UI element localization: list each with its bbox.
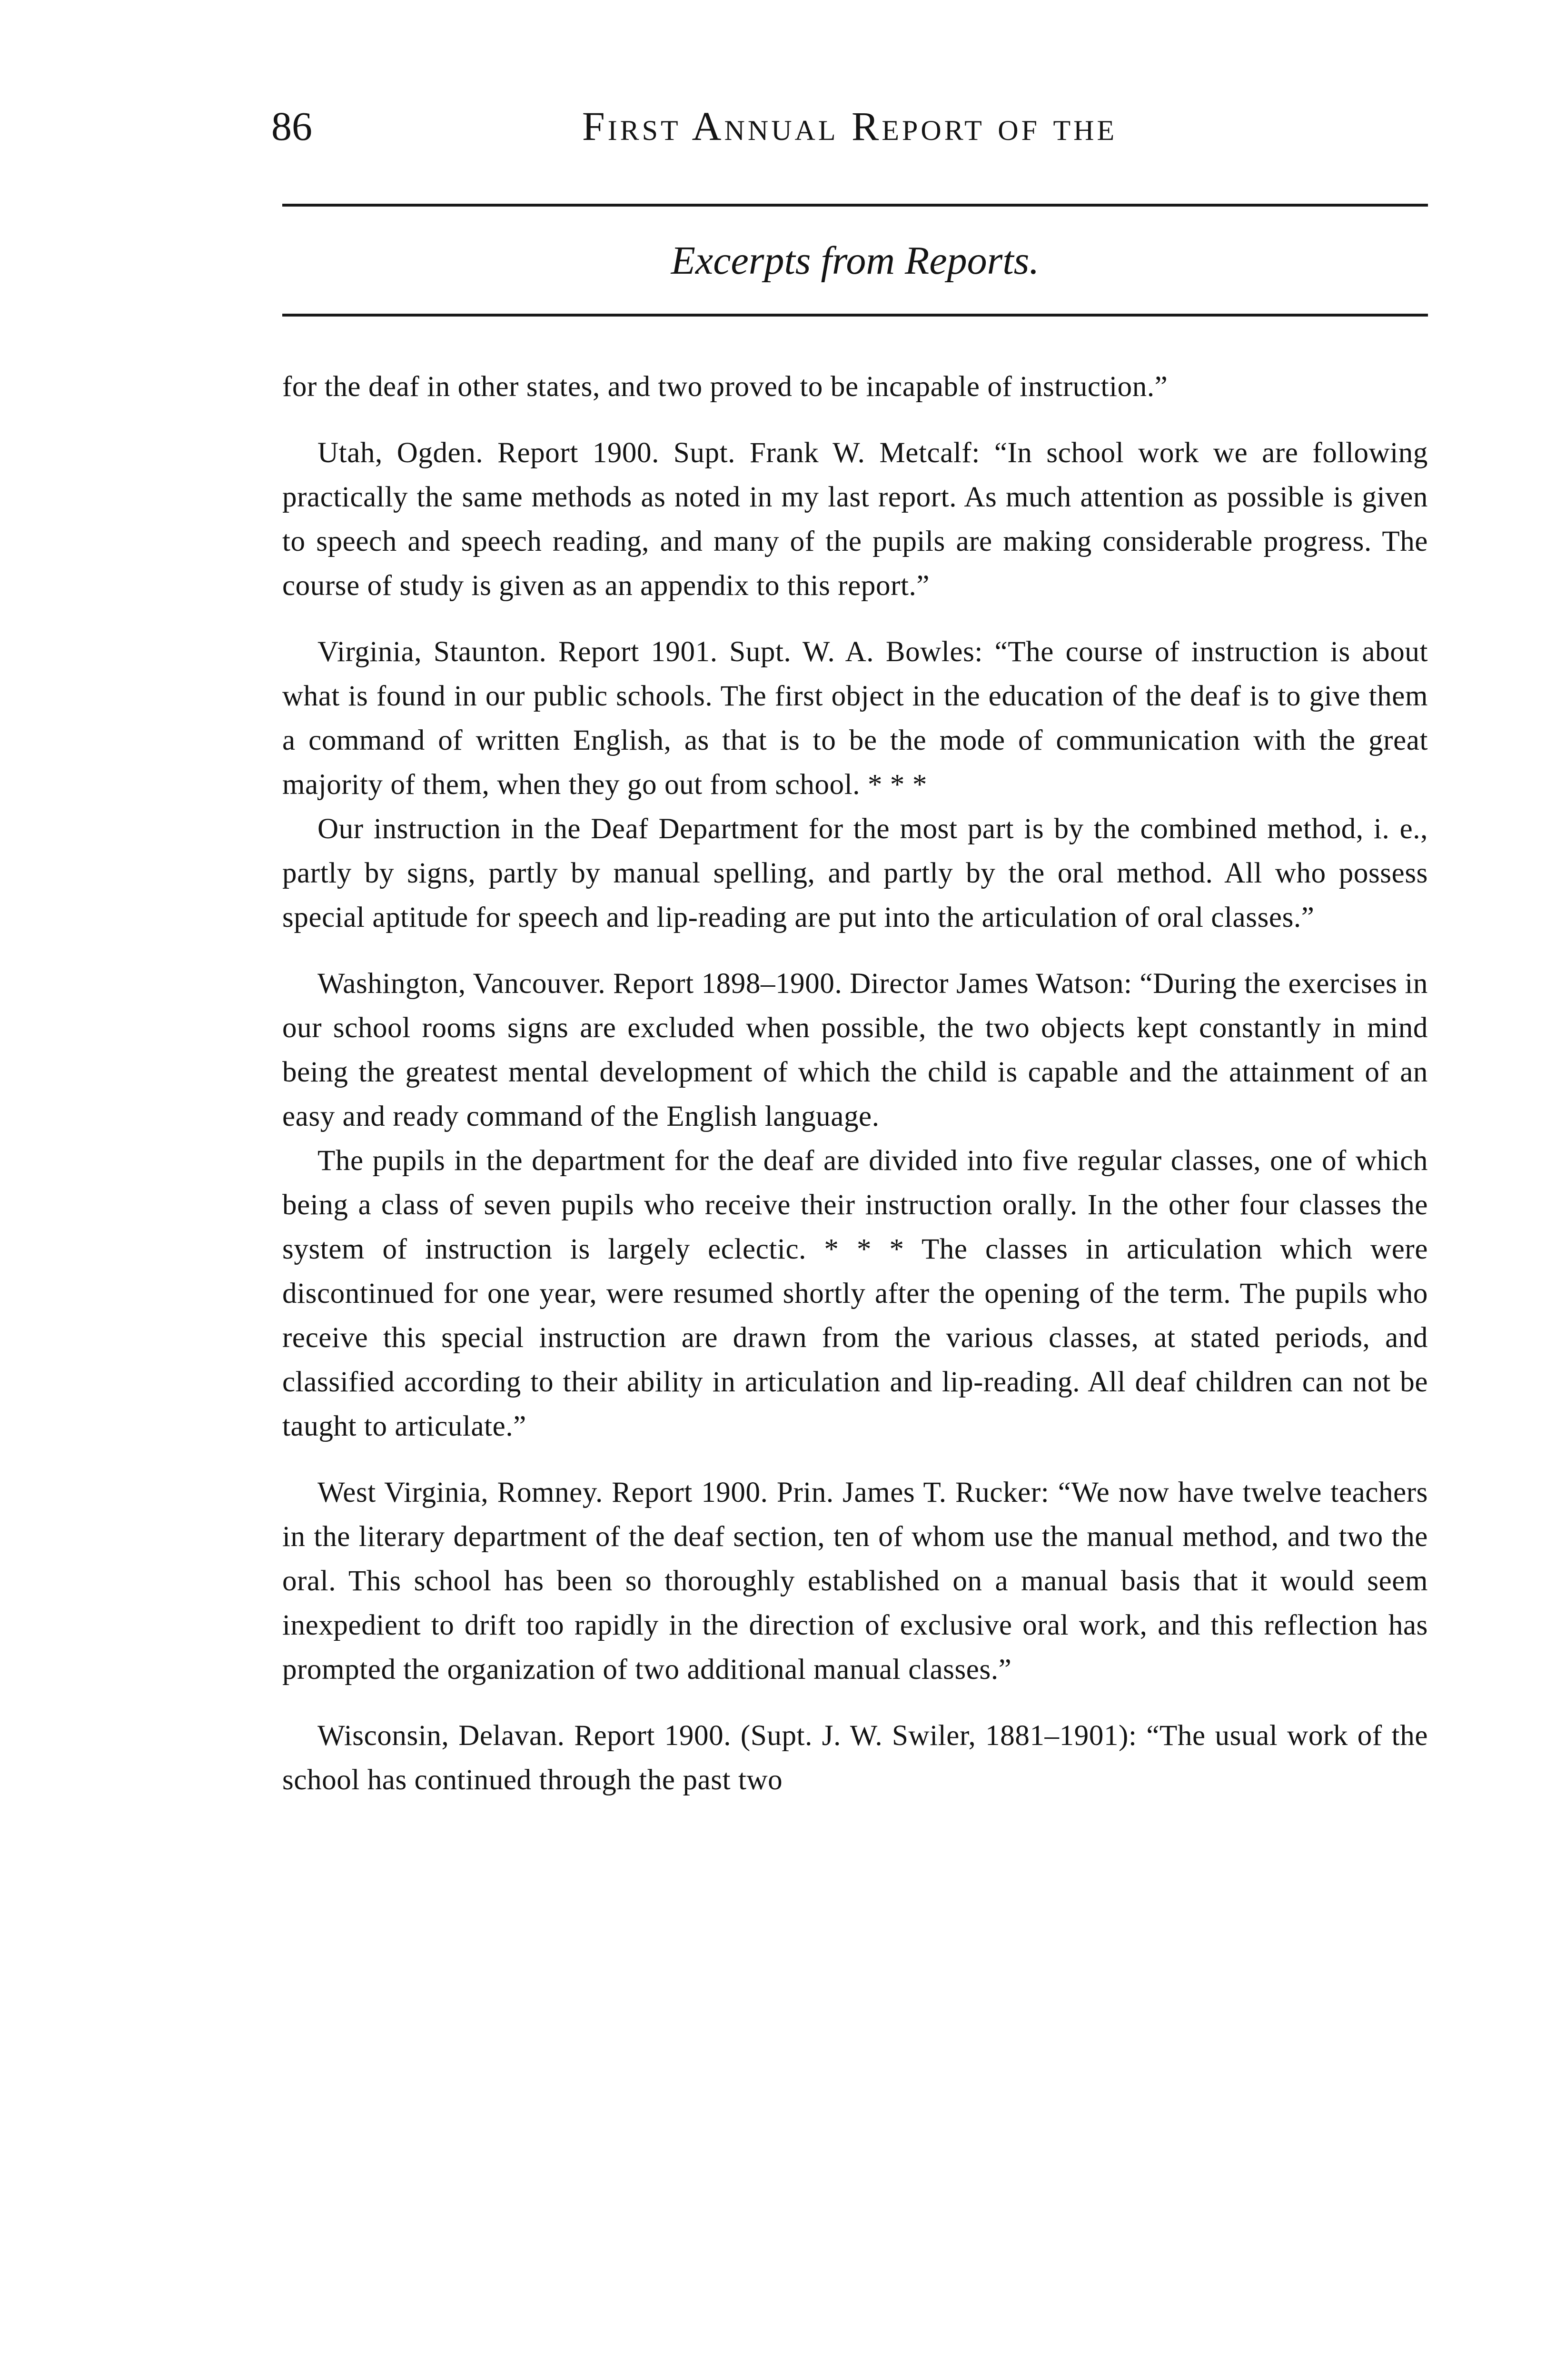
paragraph-virginia: Virginia, Staunton. Report 1901. Supt. W. A. Bowles: “The course of instruction is about what is found in our public schools. The first object in the education of the deaf is to give them a command of written English, as that is to be the mode of communication with the great majority of them, when they go out from school. * * * <box>282 636 1428 801</box>
heading-rule <box>282 314 1428 317</box>
paragraph-washington: Washington, Vancouver. Report 1898–1900. Director James Watson: “During the exercises in our school rooms signs are excluded when possible, the two objects kept constantly in mind being the greatest mental development of which the child is capable and the attainment of an easy and ready command of the English language. <box>282 968 1428 1132</box>
page-number: 86 <box>271 103 312 149</box>
running-title: First Annual Report of the <box>582 103 1118 149</box>
paragraph-west-virginia: West Virginia, Romney. Report 1900. Prin. James T. Rucker: “We now have twelve teachers in the literary department of the deaf section, ten of whom use the manual method, and two the oral. This school has been so thoroughly established on a manual basis that it would seem inexpedient to drift too rapidly in the direction of exclusive oral work, and this reflection has prompted the organization of two additional manual classes.” <box>282 1477 1428 1686</box>
top-rule <box>282 204 1428 207</box>
paragraph-utah: Utah, Ogden. Report 1900. Supt. Frank W. Metcalf: “In school work we are following practically the same methods as noted in my last report. As much attention as possible is given to speech and speech reading, and many of the pupils are making considerable progress. The course of study is given as an appendix to this report.” <box>282 437 1428 602</box>
paragraph-wisconsin: Wisconsin, Delavan. Report 1900. (Supt. J. W. Swiler, 1881–1901): “The usual work of the school has continued through the past two <box>282 1720 1428 1796</box>
paragraph-washington-continued: The pupils in the department for the deaf are divided into five regular classes, one of which being a class of seven pupils who receive their instruction orally. In the other four classes the system of instruction is largely eclectic. * * * The classes in articulation which were discontinued for one year, were resumed shortly after the opening of the term. The pupils who receive this special instruction are drawn from the various classes, at stated periods, and classified according to their ability in articulation and lip-reading. All deaf children can not be taught to articulate.” <box>282 1145 1428 1442</box>
section-heading: Excerpts from Reports. <box>671 238 1040 283</box>
paragraph-virginia-continued: Our instruction in the Deaf Department for the most part is by the combined method, i. e., partly by signs, partly by manual spelling, and partly by the oral method. All who possess special aptitude for speech and lip-reading are put into the articulation of oral classes.” <box>282 813 1428 933</box>
paragraph-continuation: for the deaf in other states, and two proved to be incapable of instruction.” <box>282 371 1168 403</box>
body-text <box>282 365 1428 1802</box>
running-head <box>271 93 1428 159</box>
